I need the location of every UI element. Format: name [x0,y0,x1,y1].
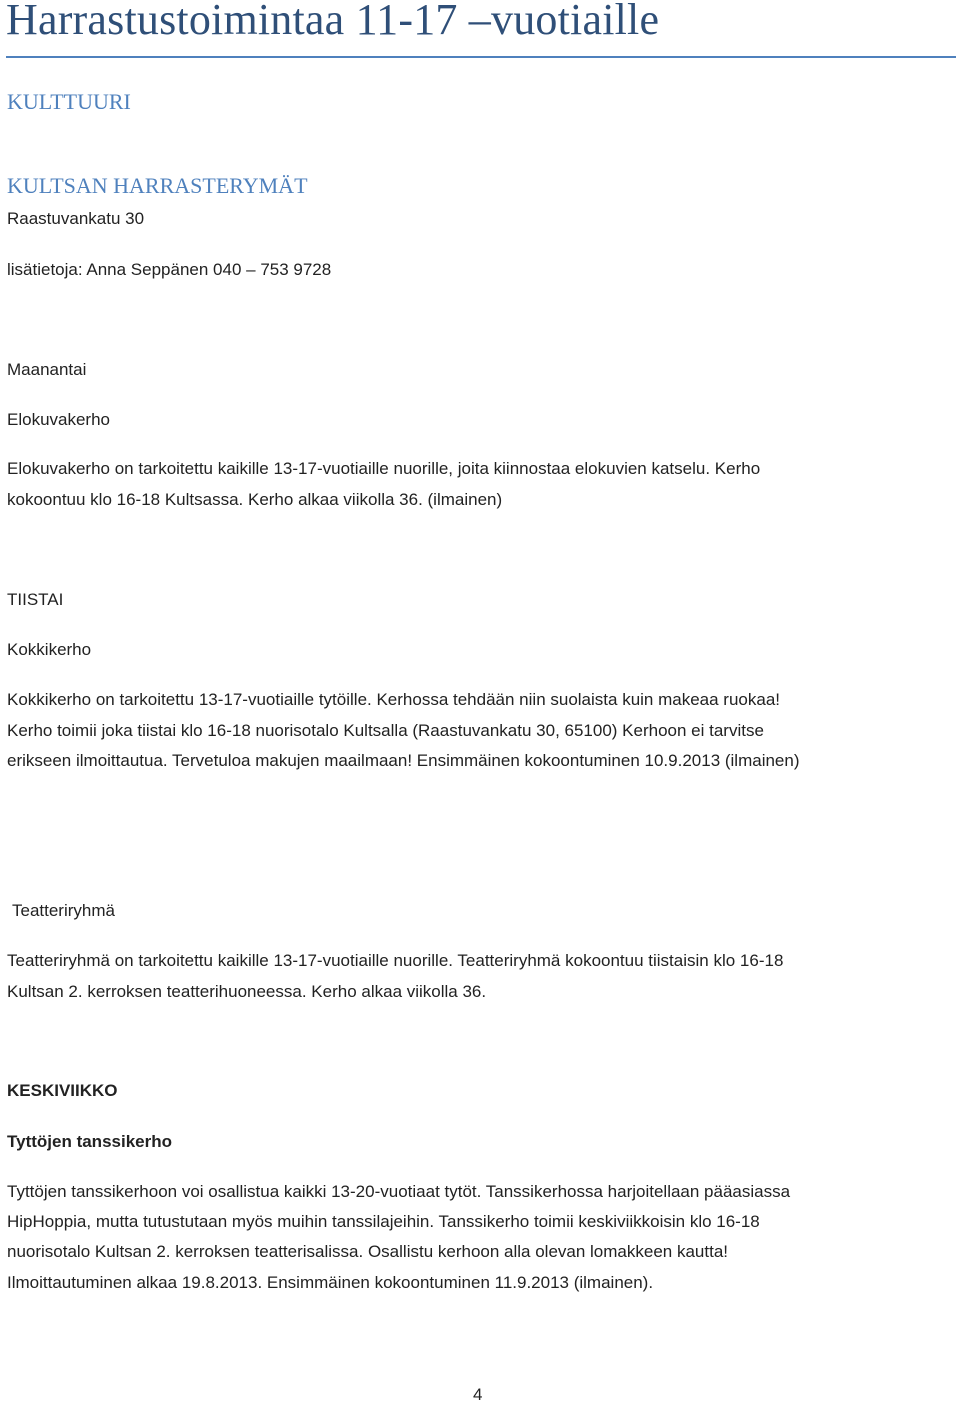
kokkikerho-desc-line: Kokkikerho on tarkoitettu 13-17-vuotiaille tytöille. Kerhossa tehdään niin suolaista kuin makeaa ruokaa! [7,690,781,709]
club-name-tanssikerho: Tyttöjen tanssikerho [7,1132,172,1151]
section-heading-kulttuuri: KULTTUURI [7,89,131,114]
elokuvakerho-desc-line: Elokuvakerho on tarkoitettu kaikille 13-17-vuotiaille nuorille, joita kiinnostaa elokuvien katselu. Kerho [7,459,761,478]
teatteriryhma-desc-line: Teatteriryhmä on tarkoitettu kaikille 13-17-vuotiaille nuorille. Teatteriryhmä kokoontuu tiistaisin klo 16-18 [7,951,784,970]
day-heading-maanantai: Maanantai [7,360,87,379]
club-name-kokkikerho: Kokkikerho [7,640,92,659]
tanssikerho-desc-line: nuorisotalo Kultsan 2. kerroksen teatterisalissa. Osallistu kerhoon alla olevan lomakkeen kautta! [7,1242,728,1261]
page-number: 4 [473,1385,483,1404]
page-title: Harrastustoimintaa 11-17 –vuotiaille [6,0,660,44]
kultsan-contact: lisätietoja: Anna Seppänen 040 – 753 9728 [7,260,332,279]
tanssikerho-desc-line: HipHoppia, mutta tutustutaan myös muihin tanssilajeihin. Tanssikerho toimii keskiviikkoisin klo 16-18 [7,1212,760,1231]
club-name-teatteriryhma: Teatteriryhmä [12,901,115,920]
kultsan-address: Raastuvankatu 30 [7,209,145,228]
kokkikerho-desc-line: Kerho toimii joka tiistai klo 16-18 nuorisotalo Kultsalla (Raastuvankatu 30, 65100) Kerhoon ei tarvitse [7,721,764,740]
section-heading-kultsan: KULTSAN HARRASTERYMÄT [7,173,308,198]
title-underline [6,56,956,58]
club-name-elokuvakerho: Elokuvakerho [7,410,111,429]
day-heading-tiistai: TIISTAI [7,590,64,609]
tanssikerho-desc-line: Tyttöjen tanssikerhoon voi osallistua kaikki 13-20-vuotiaat tytöt. Tanssikerhossa harjoitellaan pääasiassa [7,1182,791,1201]
kokkikerho-desc-line: erikseen ilmoittautua. Tervetuloa makujen maailmaan! Ensimmäinen kokoontuminen 10.9.2013 (ilmainen) [7,751,800,770]
teatteriryhma-desc-line: Kultsan 2. kerroksen teatterihuoneessa. Kerho alkaa viikolla 36. [7,982,487,1001]
tanssikerho-desc-line: Ilmoittautuminen alkaa 19.8.2013. Ensimmäinen kokoontuminen 11.9.2013 (ilmainen). [7,1273,654,1292]
elokuvakerho-desc-line: kokoontuu klo 16-18 Kultsassa. Kerho alkaa viikolla 36. (ilmainen) [7,490,503,509]
day-heading-keskiviikko: KESKIVIIKKO [7,1081,118,1100]
